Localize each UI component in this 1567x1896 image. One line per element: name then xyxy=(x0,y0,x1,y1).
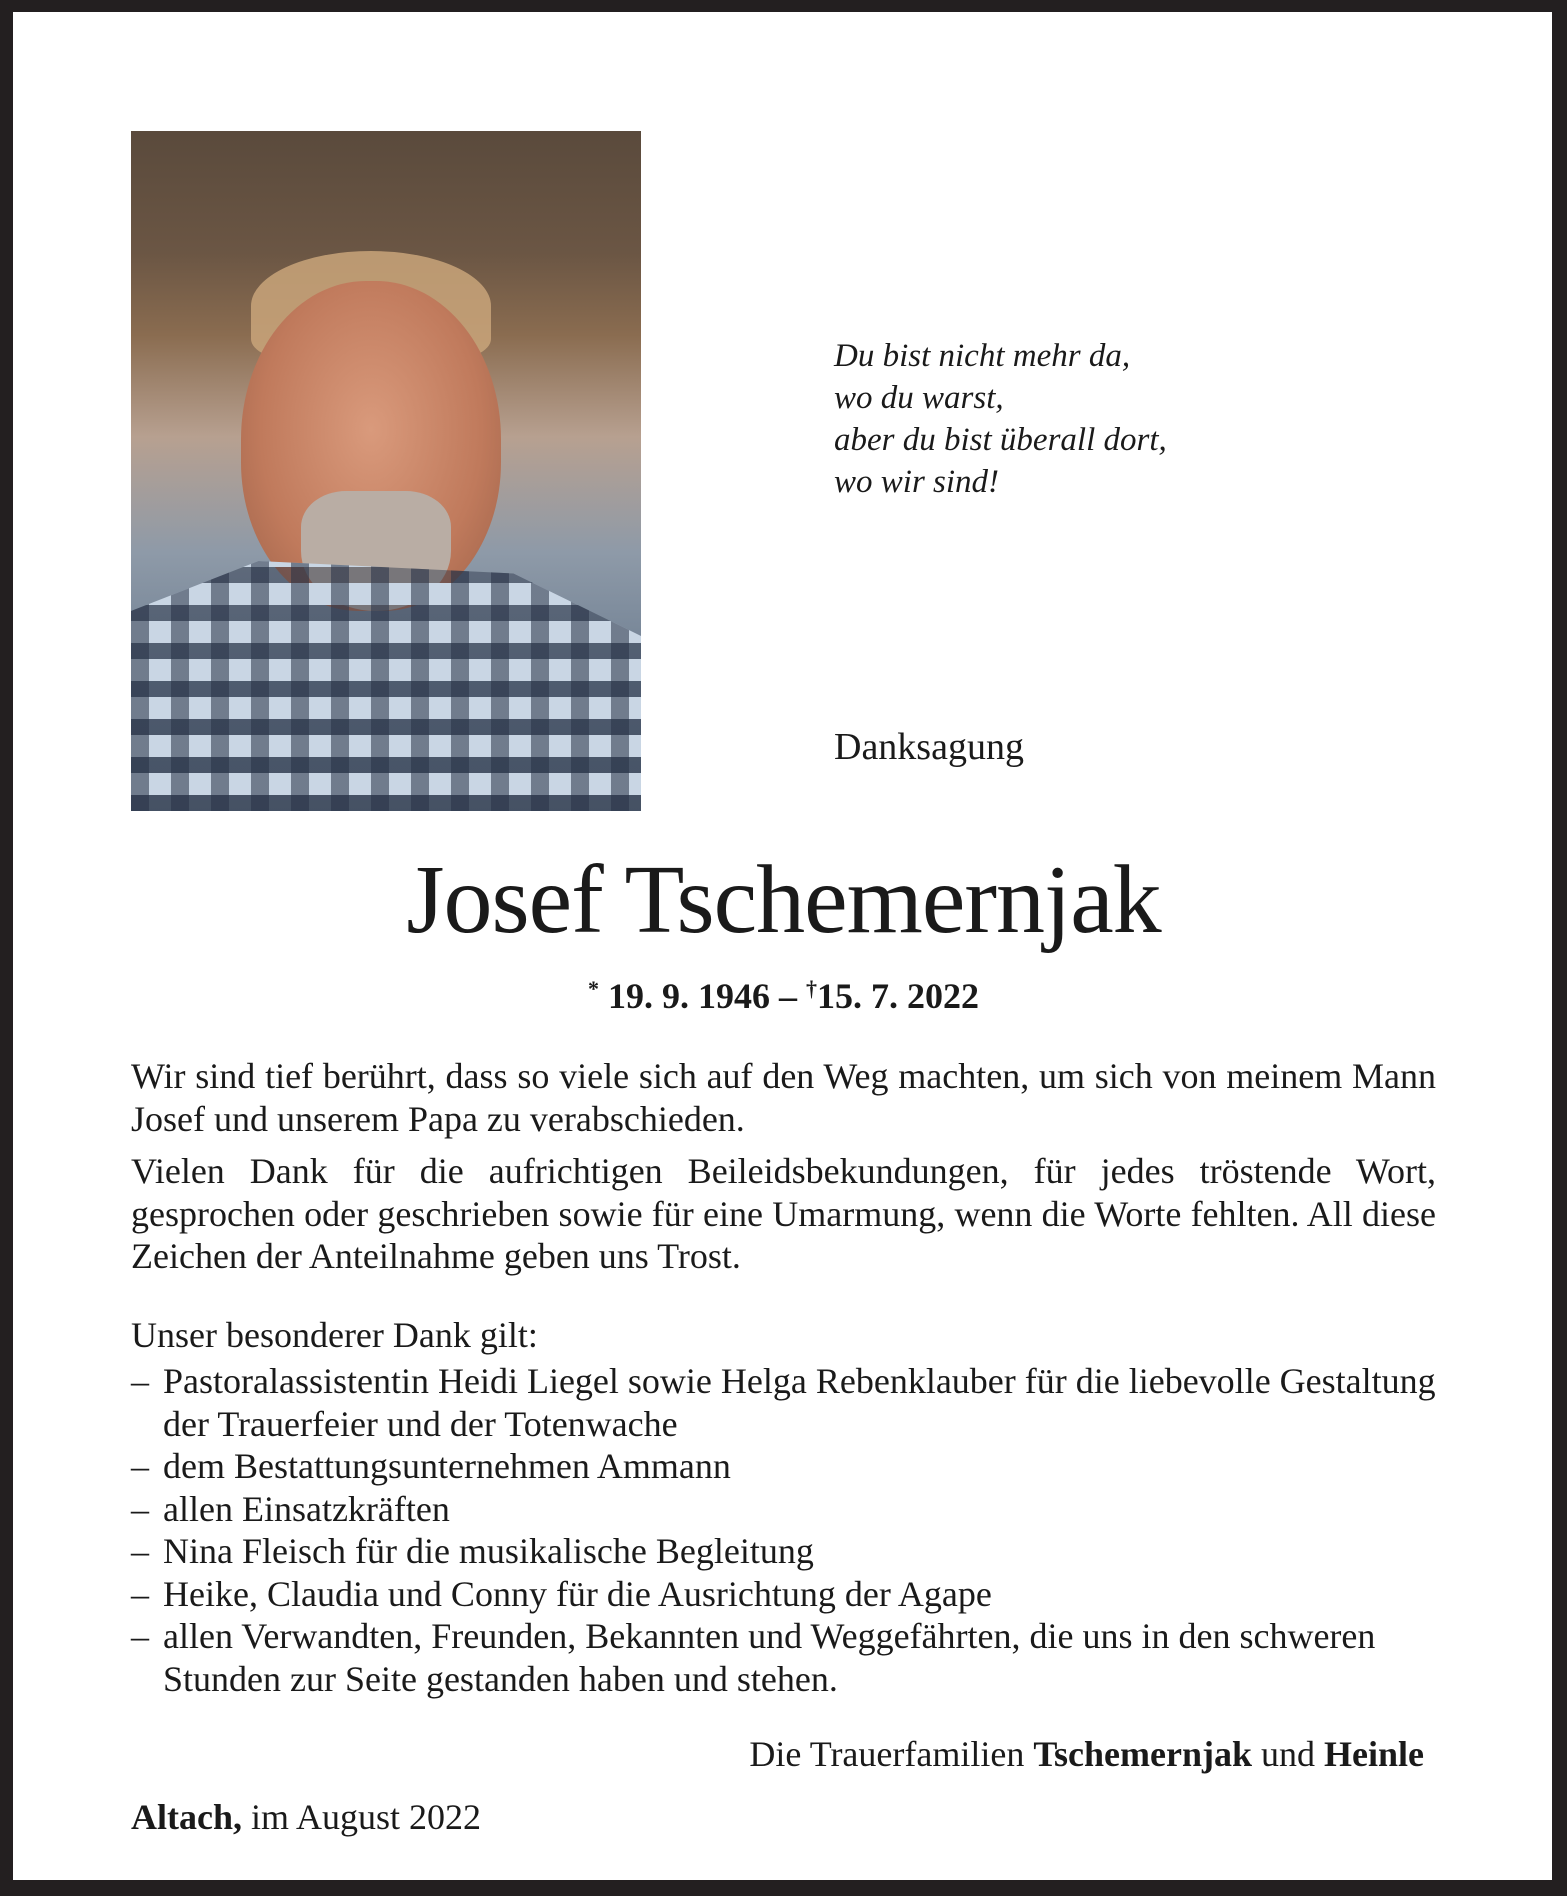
list-item-text: Heike, Claudia und Conny für die Ausrichtung der Agape xyxy=(163,1573,992,1614)
birth-symbol: * xyxy=(588,976,599,1001)
death-date: 15. 7. 2022 xyxy=(817,976,979,1016)
list-item xyxy=(131,1488,1436,1531)
paragraph: Vielen Dank für die aufrichtigen Beileidsbekundungen, für jedes tröstende Wort, gesprochen oder geschrieben sowie für eine Umarmung, wenn die Worte fehlten. All diese Zeichen der Anteilnahme geben uns Trost. xyxy=(131,1151,1436,1276)
birth-date: 19. 9. 1946 xyxy=(608,976,770,1016)
signature-prefix: Die Trauerfamilien xyxy=(749,1734,1034,1774)
list-item xyxy=(131,1360,1436,1445)
list-item-text: Pastoralassistentin Heidi Liegel sowie Helga Rebenklauber für die liebevolle Gestaltung der Trauerfeier und der Totenwache xyxy=(163,1361,1436,1444)
dash: – xyxy=(131,1616,149,1656)
list-item xyxy=(131,1445,1436,1488)
deceased-name: Josef Tschemernjak xyxy=(406,846,1161,954)
poem-line: Du bist nicht mehr da, xyxy=(834,338,1131,374)
heading: Danksagung xyxy=(834,726,1024,768)
dash: – xyxy=(131,1361,149,1401)
place-date xyxy=(131,1796,481,1838)
list-item xyxy=(131,1530,1436,1573)
photo-plaid-shirt xyxy=(131,561,641,811)
life-dates xyxy=(0,975,1567,1017)
thanks-lead: Unser besonderer Dank gilt: xyxy=(131,1314,538,1355)
list-item-text: allen Einsatzkräften xyxy=(163,1488,450,1529)
signature-joiner: und xyxy=(1252,1734,1325,1774)
body-text xyxy=(131,1055,1436,1700)
paragraph: Wir sind tief berührt, dass so viele sich auf den Weg machten, um sich von meinem Mann Josef und unserem Papa zu verabschieden. xyxy=(131,1056,1436,1139)
poem-line: aber du bist überall dort, xyxy=(834,422,1167,458)
signature xyxy=(749,1733,1424,1775)
list-item-text: dem Bestattungsunternehmen Ammann xyxy=(163,1446,731,1486)
date: im August 2022 xyxy=(242,1797,482,1837)
date-separator: – xyxy=(779,976,797,1016)
poem xyxy=(834,335,1167,503)
list-item xyxy=(131,1615,1436,1700)
list-item-text: Nina Fleisch für die musikalische Begleitung xyxy=(163,1531,814,1571)
list-item-text: allen Verwandten, Freunden, Bekannten und Weggefährten, die uns in den schweren Stunden zur Seite gestanden haben und stehen. xyxy=(163,1616,1376,1699)
thanks-list xyxy=(131,1360,1436,1700)
family-name: Heinle xyxy=(1324,1734,1424,1774)
dash: – xyxy=(131,1488,149,1529)
portrait-photo xyxy=(131,131,641,811)
list-item xyxy=(131,1573,1436,1616)
poem-line: wo du warst, xyxy=(834,380,1004,416)
dash: – xyxy=(131,1573,149,1614)
family-name: Tschemernjak xyxy=(1033,1734,1253,1774)
town: Altach, xyxy=(131,1797,242,1837)
poem-line: wo wir sind! xyxy=(834,464,1000,500)
dash: – xyxy=(131,1446,149,1486)
death-symbol: † xyxy=(806,976,817,1001)
dash: – xyxy=(131,1531,149,1571)
